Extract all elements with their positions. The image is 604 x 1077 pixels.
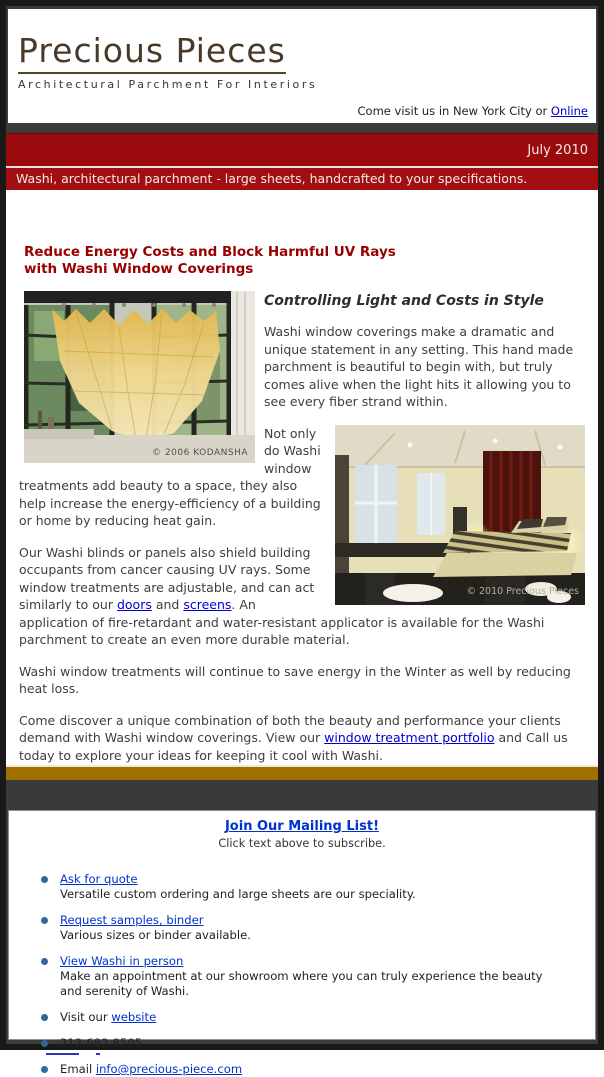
list-item-email (41, 1062, 560, 1077)
visit-text: Come visit us in New York City or (357, 104, 551, 118)
logo (18, 33, 317, 91)
bullet-icon (41, 958, 48, 965)
list-item-website (41, 1010, 560, 1025)
paragraph-5-text: Come discover a unique combination of both the beauty and performance your clients demand with Washi window coverings. View our (19, 712, 561, 745)
screens-link[interactable]: screens (183, 597, 232, 612)
photo1-caption: © 2006 KODANSHA (152, 448, 248, 458)
window-treatment-portfolio-link[interactable]: window treatment portfolio (324, 730, 495, 745)
paragraph-2-text: Not only do Washi window treatments add beauty to a space, they also help increase the energy-efficiency of a building or home by reducing heat gain. (19, 425, 321, 528)
website-prefix: Visit our (60, 1010, 112, 1024)
bullet-icon (41, 1014, 48, 1021)
headline-line1: Reduce Energy Costs and Block Harmful UV Rays (24, 244, 396, 260)
cutoff-link-fragment[interactable] (46, 1053, 79, 1055)
quote-desc: Versatile custom ordering and large sheets are our speciality. (60, 887, 416, 901)
ask-for-quote-link[interactable]: Ask for quote (60, 872, 138, 886)
paragraph-4-text: Washi window treatments will continue to save energy in the Winter as well by reducing heat loss. (19, 663, 571, 696)
bullet-icon (41, 1066, 48, 1073)
bullet-icon (41, 876, 48, 883)
paragraph-3-after: . An application of fire-retardant and water-resistant applicator is available for the Washi parchment to create an even more durable material. (19, 597, 545, 647)
footer-links-list (41, 872, 595, 1077)
website-link[interactable]: website (111, 1010, 157, 1024)
join-mailing-list-link[interactable]: Join Our Mailing List! (224, 819, 380, 834)
logo-wordmark: Precious Pieces (18, 33, 286, 74)
list-item-phone (41, 1036, 560, 1051)
article-subheading: Controlling Light and Costs in Style (264, 293, 544, 309)
bullet-icon (41, 917, 48, 924)
subtitle-banner (6, 168, 598, 190)
email-link[interactable]: info@precious-piece.com (95, 1062, 243, 1076)
photo2-caption: © 2010 Precious Pieces (466, 586, 579, 597)
logo-tagline: Architectural Parchment For Interiors (18, 78, 318, 91)
article-headline (24, 190, 585, 277)
gold-divider (6, 765, 598, 780)
header (8, 9, 596, 123)
footer-box (8, 810, 596, 1076)
bullet-icon (41, 1040, 48, 1047)
headline-line2: with Washi Window Coverings (24, 260, 254, 277)
doors-link[interactable]: doors (116, 597, 152, 612)
bedroom-photo (335, 425, 585, 605)
subscribe-note: Click text above to subscribe. (218, 837, 386, 850)
list-item-showroom (41, 954, 560, 999)
paragraph-4 (19, 663, 585, 698)
paragraph-1-text: Washi window coverings make a dramatic and unique statement in any setting. This hand made parchment is beautiful to begin with, but truly comes alive when the light hits it allowing you to see every fiber strand within. (264, 324, 574, 409)
washi-curtain-photo (24, 291, 255, 463)
request-samples-link[interactable]: Request samples, binder (60, 913, 204, 927)
showroom-desc: Make an appointment at our showroom where you can truly experience the beauty and serenity of Washi. (60, 969, 543, 998)
join-mailing-list (9, 819, 595, 834)
list-item-quote (41, 872, 560, 902)
visit-line (358, 104, 588, 118)
banner-subtitle-text: Washi, architectural parchment - large sheets, handcrafted to your specifications. (16, 171, 528, 186)
phone-number: 212-682-8505 (60, 1036, 143, 1050)
paragraph-3-text: Our Washi blinds or panels also shield building occupants from cancer causing UV rays. Some window treatments are adjustable, and can act similarly to our (19, 544, 315, 612)
view-washi-link[interactable]: View Washi in person (60, 954, 184, 968)
cutoff-link-fragment[interactable] (96, 1053, 100, 1055)
paragraph-3-mid: and (151, 597, 184, 612)
samples-desc: Various sizes or binder available. (60, 928, 251, 942)
issue-date: July 2010 (527, 143, 588, 158)
email-prefix: Email (60, 1062, 96, 1076)
date-banner (6, 133, 598, 166)
article-body (6, 190, 598, 765)
paragraph-5 (19, 712, 585, 765)
list-item-samples (41, 913, 560, 943)
paragraph-5-after: and Call us today to explore your ideas for keeping it cool with Washi. (19, 730, 568, 763)
online-link[interactable]: Online (550, 104, 588, 118)
